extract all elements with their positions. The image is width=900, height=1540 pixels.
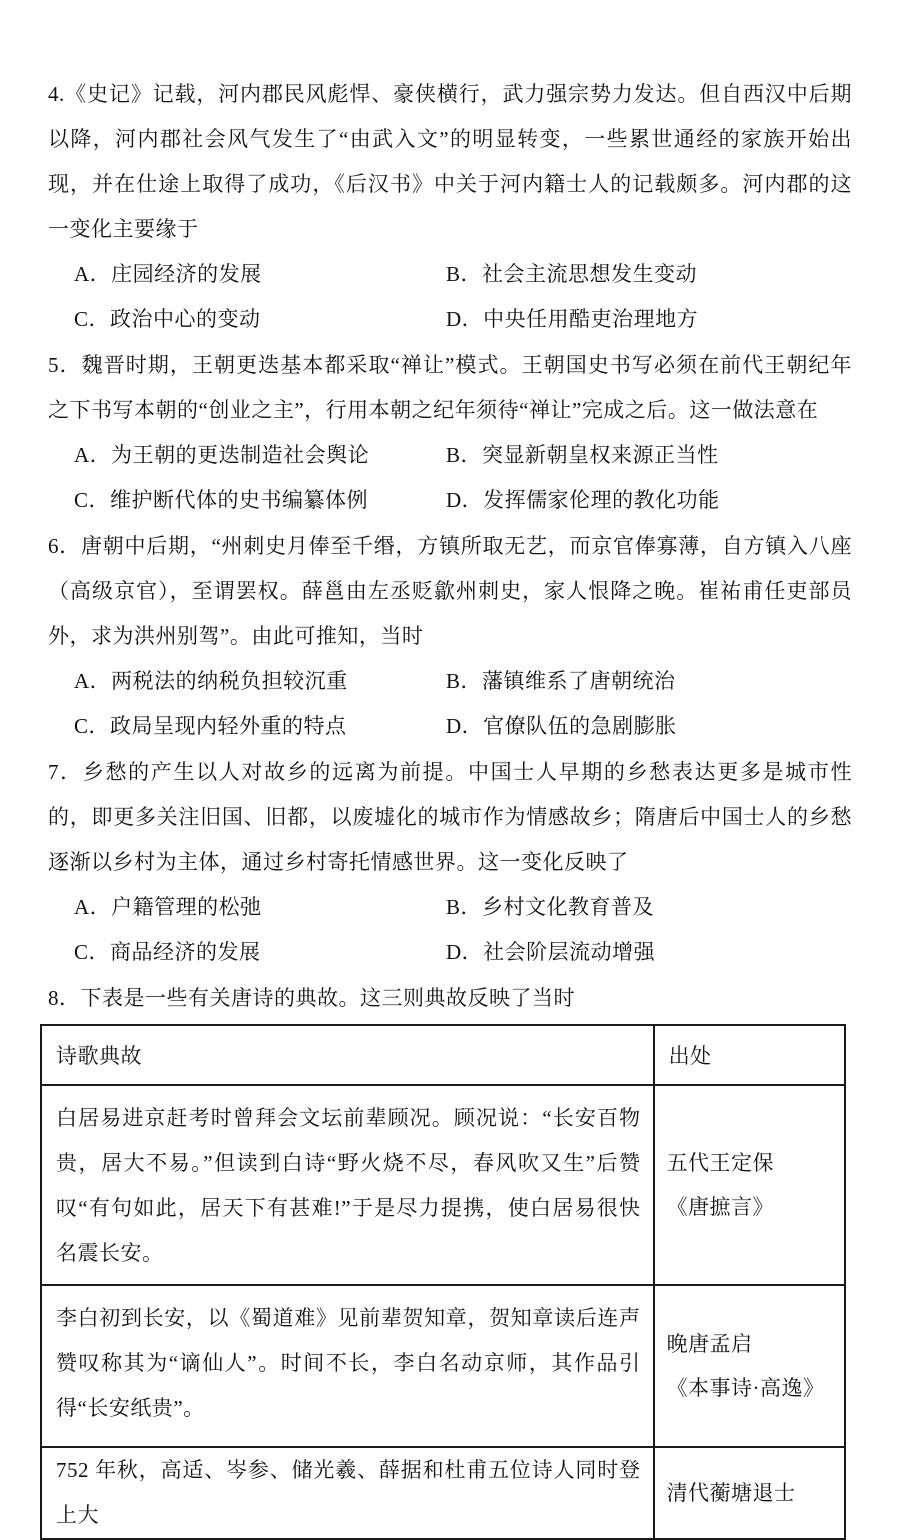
option-row: [74, 433, 852, 478]
question-6-stem: 6．唐朝中后期，“州刺史月俸至千缗，方镇所取无艺，而京官俸寡薄，自方镇入八座（高级京官），至谓罢权。薛邕由左丞贬歙州刺史，家人恨降之晚。崔祐甫任吏部员外，求为洪州别驾”。由此可推知，当时: [48, 534, 852, 648]
question-6: [48, 524, 852, 749]
source-cell: [654, 1285, 845, 1447]
question-4-option-b: B．社会主流思想发生变动: [446, 262, 698, 286]
table-header-source: 出处: [654, 1025, 845, 1085]
question-4-stem: 4.《史记》记载，河内郡民风彪悍、豪侠横行，武力强宗势力发达。但自西汉中后期以降，河内郡社会风气发生了“由武入文”的明显转变，一些累世通经的家族开始出现，并在仕途上取得了成功，《后汉书》中关于河内籍士人的记载颇多。河内郡的这一变化主要缘于: [48, 82, 852, 241]
question-6-option-a: A．两税法的纳税负担较沉重: [74, 669, 348, 693]
option-row: [74, 252, 852, 297]
question-4-option-c: C．政治中心的变动: [74, 307, 261, 331]
question-6-option-c: C．政局呈现内轻外重的特点: [74, 714, 347, 738]
story-cell: 李白初到长安，以《蜀道难》见前辈贺知章，贺知章读后连声赞叹称其为“谪仙人”。时间不长，李白名动京师，其作品引得“长安纸贵”。: [41, 1285, 654, 1447]
source-line: 五代王定保: [666, 1151, 775, 1175]
source-line: 《本事诗·高逸》: [666, 1376, 825, 1400]
question-7-stem: 7．乡愁的产生以人对故乡的远离为前提。中国士人早期的乡愁表达更多是城市性的，即更多关注旧国、旧都，以废墟化的城市作为情感故乡；隋唐后中国士人的乡愁逐渐以乡村为主体，通过乡村寄托情感世界。这一变化反映了: [48, 760, 852, 874]
source-cell: [654, 1447, 845, 1539]
question-4-option-a: A．庄园经济的发展: [74, 262, 262, 286]
question-7-option-d: D．社会阶层流动增强: [446, 940, 656, 964]
question-5-option-a: A．为王朝的更迭制造社会舆论: [74, 443, 370, 467]
option-row: [74, 930, 852, 975]
question-6-option-b: B．藩镇维系了唐朝统治: [446, 669, 676, 693]
question-7: [48, 750, 852, 975]
question-5-option-d: D．发挥儒家伦理的教化功能: [446, 488, 720, 512]
question-4: [48, 72, 852, 342]
source-cell: [654, 1085, 845, 1285]
story-cell: 752 年秋，高适、岑参、储光羲、薛据和杜甫五位诗人同时登上大: [41, 1447, 654, 1539]
question-6-option-d: D．官僚队伍的急剧膨胀: [446, 714, 677, 738]
question-7-option-a: A．户籍管理的松弛: [74, 895, 262, 919]
table-row-li-bai: [41, 1285, 845, 1447]
question-5-stem: 5．魏晋时期，王朝更迭基本都采取“禅让”模式。王朝国史书写必须在前代王朝纪年之下书写本朝的“创业之主”，行用本朝之纪年须待“禅让”完成之后。这一做法意在: [48, 353, 852, 422]
option-row: [74, 704, 852, 749]
question-7-options: [74, 885, 852, 975]
source-line: 《唐摭言》: [666, 1195, 775, 1219]
question-8-stem: 8．下表是一些有关唐诗的典故。这三则典故反映了当时: [48, 986, 575, 1010]
table-header-row: [41, 1025, 845, 1085]
table-row-bai-juyi: [41, 1085, 845, 1285]
option-row: [74, 478, 852, 523]
question-7-option-c: C．商品经济的发展: [74, 940, 261, 964]
question-6-options: [74, 659, 852, 749]
question-4-options: [74, 252, 852, 342]
tang-poetry-allusion-table: [40, 1024, 846, 1540]
table-row-five-poets: [41, 1447, 845, 1539]
option-row: [74, 659, 852, 704]
option-row: [74, 885, 852, 930]
source-line: 晚唐孟启: [666, 1332, 753, 1356]
table-header-story: 诗歌典故: [41, 1025, 654, 1085]
story-cell: 白居易进京赶考时曾拜会文坛前辈顾况。顾况说：“长安百物贵，居大不易。”但读到白诗“野火烧不尽，春风吹又生”后赞叹“有句如此，居天下有甚难!”于是尽力提携，使白居易很快名震长安。: [41, 1085, 654, 1285]
question-5-option-c: C．维护断代体的史书编纂体例: [74, 488, 369, 512]
question-5: [48, 343, 852, 523]
question-4-option-d: D．中央任用酷吏治理地方: [446, 307, 699, 331]
question-5-options: [74, 433, 852, 523]
source-line: 清代蘅塘退士: [666, 1481, 796, 1505]
question-8: [48, 976, 852, 1021]
option-row: [74, 297, 852, 342]
question-7-option-b: B．乡村文化教育普及: [446, 895, 655, 919]
question-5-option-b: B．突显新朝皇权来源正当性: [446, 443, 719, 467]
